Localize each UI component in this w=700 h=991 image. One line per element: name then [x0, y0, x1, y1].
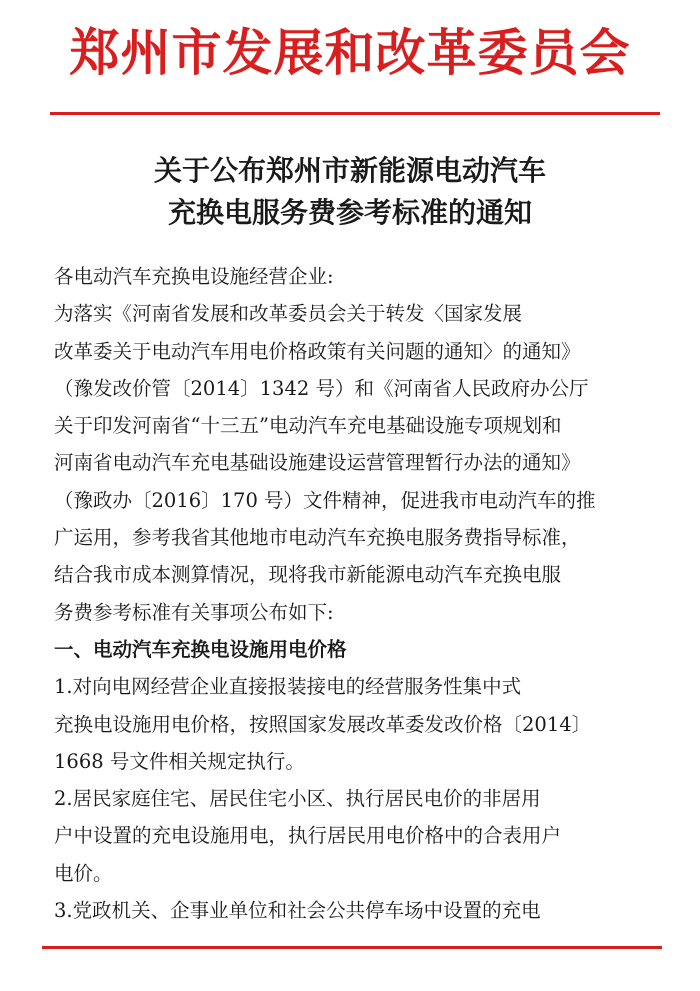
body-line: （豫政办〔2016〕170 号）文件精神，促进我市电动汽车的推 — [54, 488, 596, 512]
section-heading-1: 一、电动汽车充换电设施用电价格 — [54, 637, 347, 661]
salutation: 各电动汽车充换电设施经营企业: — [54, 265, 334, 288]
notice-title — [0, 150, 700, 234]
agency-masthead: 郑州市发展和改革委员会 — [69, 23, 631, 82]
item-1-line: 1.对向电网经营企业直接报装接电的经营服务性集中式 — [54, 675, 522, 699]
body-line: 务费参考标准有关事项公布如下: — [54, 600, 334, 624]
red-footer-rule — [42, 946, 662, 949]
item-3-line: 3.党政机关、企事业单位和社会公共停车场中设置的充电 — [54, 899, 541, 923]
item-2-line: 户中设置的充电设施用电，执行居民用电价格中的合表用户 — [54, 824, 562, 848]
item-2-line: 电价。 — [54, 861, 113, 885]
title-line-1: 关于公布郑州市新能源电动汽车 — [153, 154, 546, 187]
item-1-line: 1668 号文件相关规定执行。 — [54, 749, 305, 773]
notice-body — [54, 258, 652, 929]
red-header-rule — [50, 112, 660, 115]
body-line: 为落实《河南省发展和改革委员会关于转发〈国家发展 — [54, 302, 523, 326]
body-line: 改革委关于电动汽车用电价格政策有关问题的通知〉的通知》 — [54, 339, 581, 363]
body-line: 关于印发河南省“十三五”电动汽车充电基础设施专项规划和 — [54, 414, 562, 438]
body-line: （豫发改价管〔2014〕1342 号）和《河南省人民政府办公厅 — [54, 376, 589, 400]
title-line-2: 充换电服务费参考标准的通知 — [167, 196, 532, 229]
body-line: 河南省电动汽车充电基础设施建设运营管理暂行办法的通知》 — [54, 451, 581, 475]
body-line: 广运用，参考我省其他地市电动汽车充换电服务费指导标准， — [54, 526, 581, 550]
body-line: 结合我市成本测算情况，现将我市新能源电动汽车充换电服 — [54, 563, 562, 587]
item-2-line: 2.居民家庭住宅、居民住宅小区、执行居民电价的非居用 — [54, 787, 541, 811]
item-1-line: 充换电设施用电价格，按照国家发展改革委发改价格〔2014〕 — [54, 712, 592, 736]
